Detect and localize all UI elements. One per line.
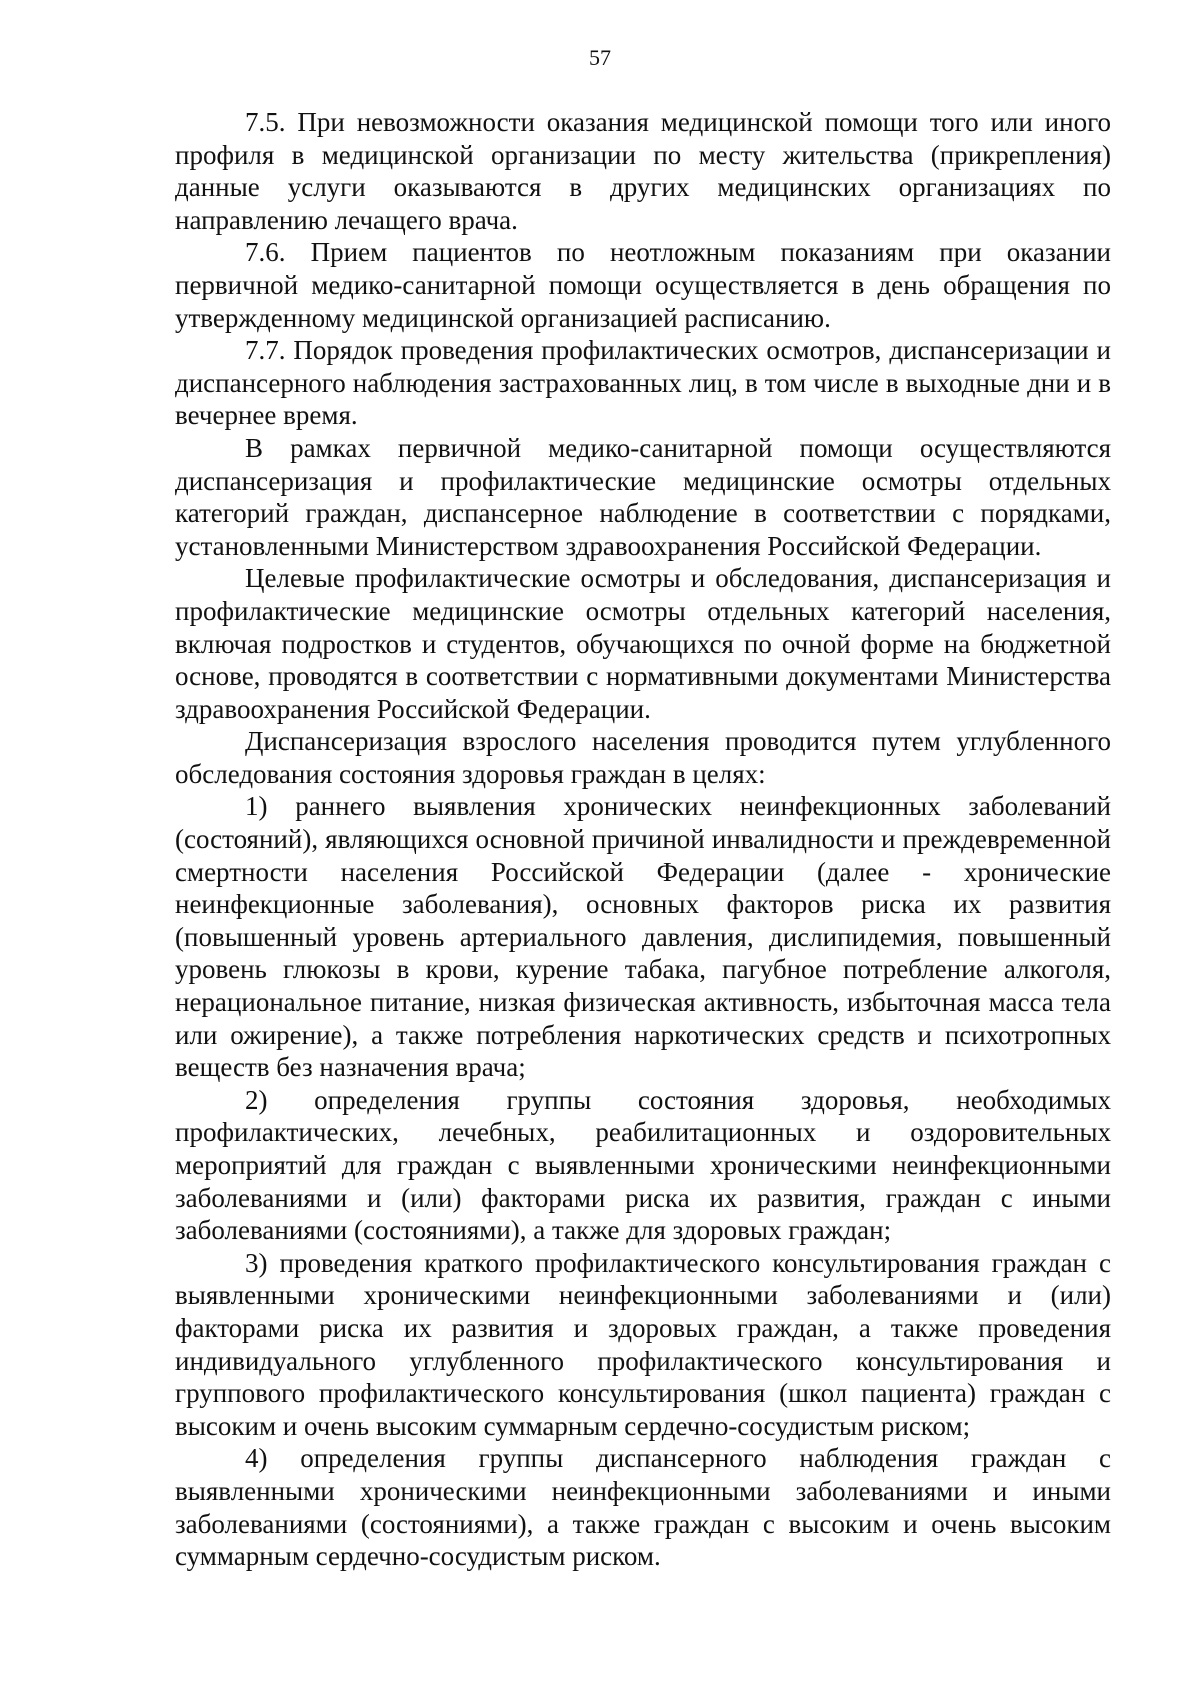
paragraph-adult-dispensary: Диспансеризация взрослого населения проводится путем углубленного обследования состояния здоровья граждан в целях: [175, 726, 1111, 789]
paragraph-7-7: 7.7. Порядок проведения профилактических осмотров, диспансеризации и диспансерного наблюдения застрахованных лиц, в том числе в выходные дни и в вечернее время. [175, 335, 1111, 431]
list-item-4: 4) определения группы диспансерного наблюдения граждан с выявленными хроническими неинфекционными заболеваниями и иными заболеваниями (состояниями), а также граждан с высоким и очень высоким суммарным сердечно-сосудистым риском. [175, 1443, 1111, 1572]
paragraph-7-6: 7.6. Прием пациентов по неотложным показаниям при оказании первичной медико-санитарной помощи осуществляется в день обращения по утвержденному медицинской организацией расписанию. [175, 237, 1111, 333]
list-item-2: 2) определения группы состояния здоровья, необходимых профилактических, лечебных, реабилитационных и оздоровительных мероприятий для граждан с выявленными хроническими неинфекционными заболеваниями и (или) факторами риска их развития, граждан с иными заболеваниями (состояниями), а также для здоровых граждан; [175, 1084, 1111, 1246]
document-body [175, 106, 1111, 1573]
list-item-3: 3) проведения краткого профилактического консультирования граждан с выявленными хроническими неинфекционными заболеваниями и (или) факторами риска их развития и здоровых граждан, а также проведения индивидуального углубленного профилактического консультирования и группового профилактического консультирования (школ пациента) граждан с высоким и очень высоким суммарным сердечно-сосудистым риском; [175, 1247, 1111, 1441]
page-number: 57 [589, 45, 611, 70]
paragraph-primary-care: В рамках первичной медико-санитарной помощи осуществляются диспансеризация и профилактические медицинские осмотры отдельных категорий граждан, диспансерное наблюдение в соответствии с порядками, установленными Министерством здравоохранения Российской Федерации. [175, 432, 1111, 561]
paragraph-7-5: 7.5. При невозможности оказания медицинской помощи того или иного профиля в медицинской организации по месту жительства (прикрепления) данные услуги оказываются в других медицинских организациях по направлению лечащего врача. [175, 107, 1111, 235]
paragraph-target-exams: Целевые профилактические осмотры и обследования, диспансеризация и профилактические медицинские осмотры отдельных категорий населения, включая подростков и студентов, обучающихся по очной форме на бюджетной основе, проводятся в соответствии с нормативными документами Министерства здравоохранения Российской Федерации. [175, 563, 1111, 724]
list-item-1: 1) раннего выявления хронических неинфекционных заболеваний (состояний), являющихся основной причиной инвалидности и преждевременной смертности населения Российской Федерации (далее - хронические неинфекционные заболевания), основных факторов риска их развития (повышенный уровень артериального давления, дислипидемия, повышенный уровень глюкозы в крови, курение табака, пагубное потребление алкоголя, нерациональное питание, низкая физическая активность, избыточная масса тела или ожирение), а также потребления наркотических средств и психотропных веществ без назначения врача; [175, 791, 1111, 1083]
